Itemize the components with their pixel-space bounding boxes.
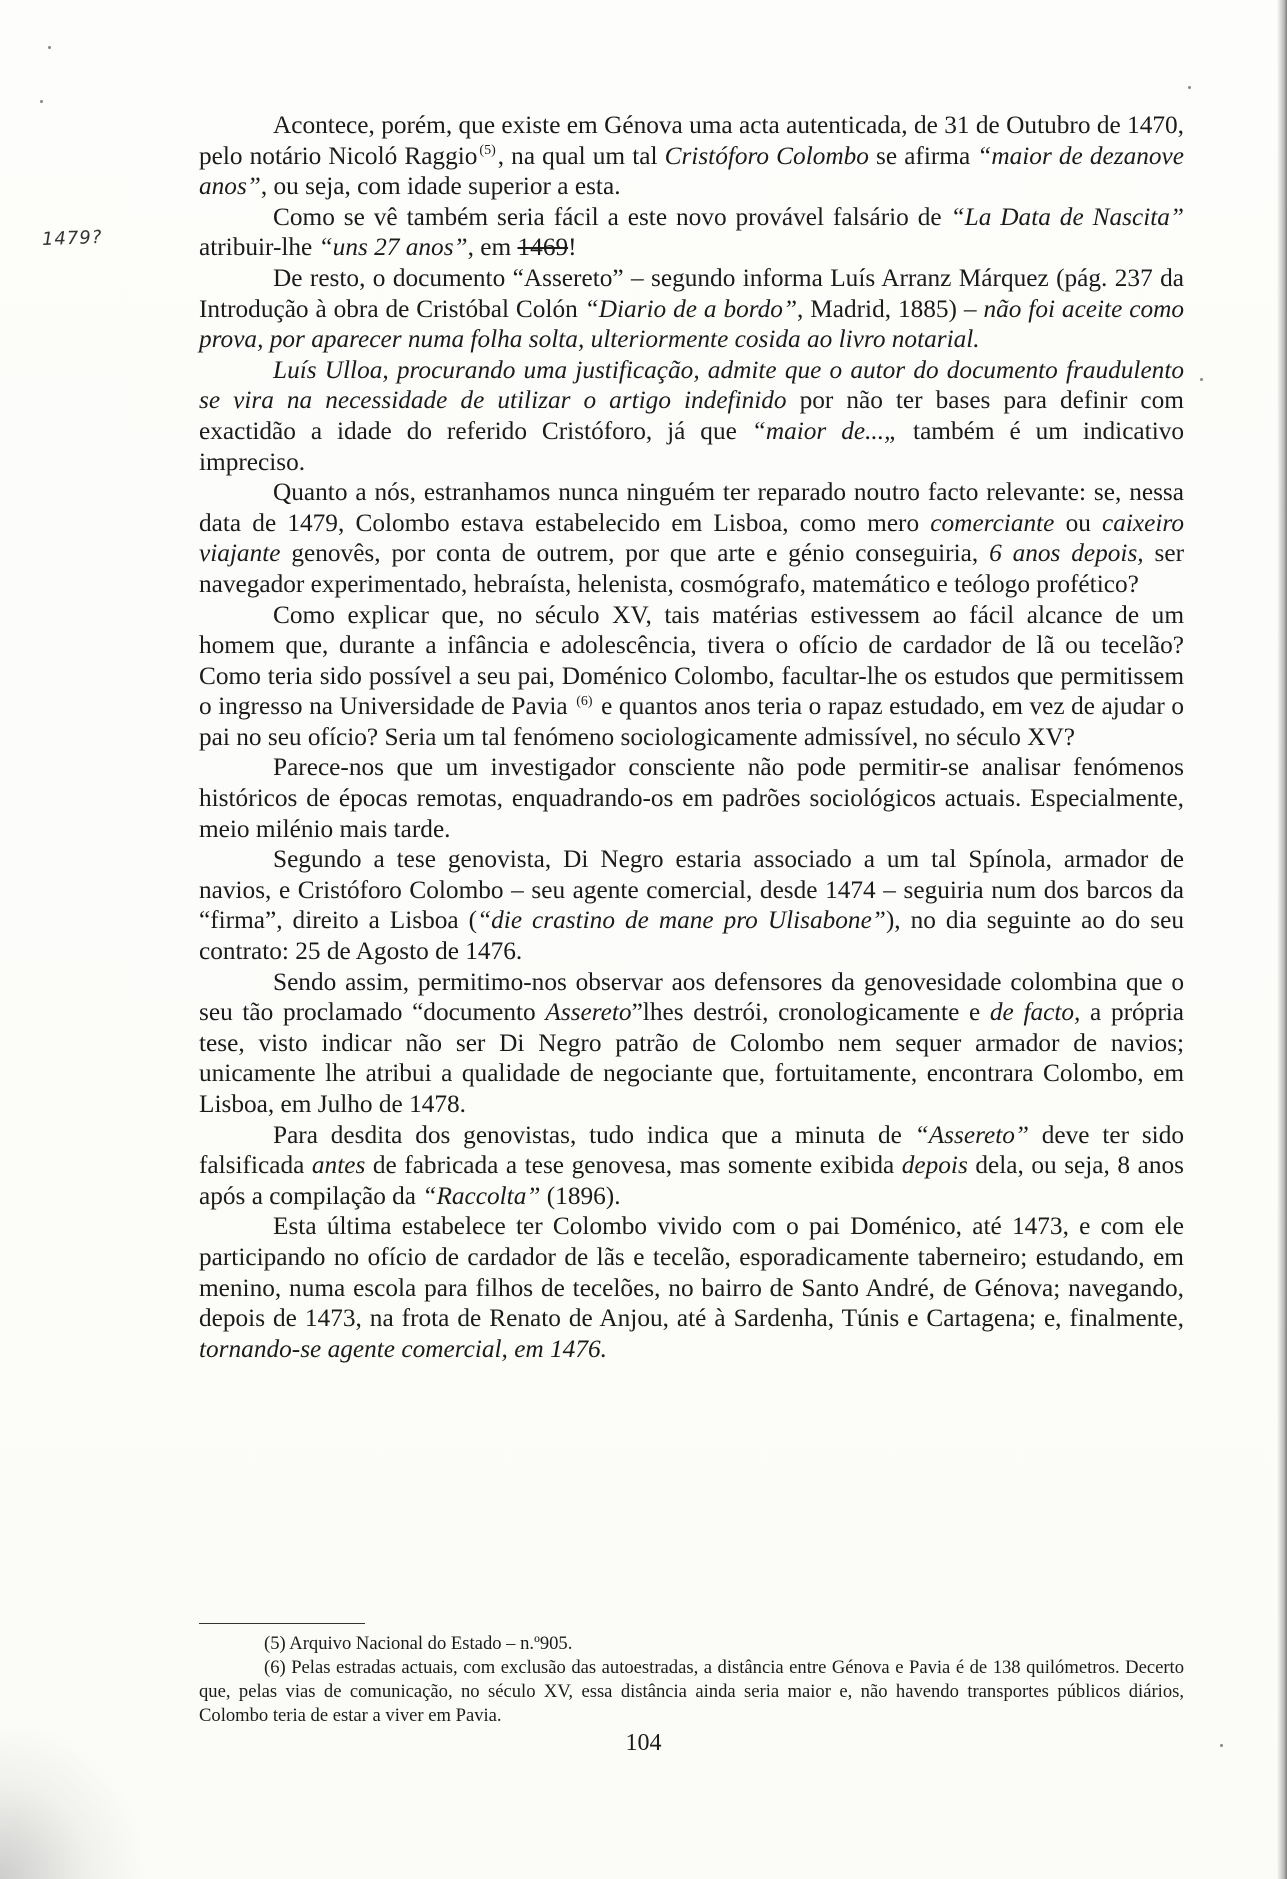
italic-text: “Raccolta” [422,1181,541,1210]
text-run: , em [467,233,518,262]
text-run: (1896). [540,1181,621,1210]
text-run: Para desdita dos genovistas, tudo indica que a minuta de [273,1120,915,1149]
paragraph [199,202,1184,263]
paragraph [199,110,1184,202]
text-run: Parece-nos que um investigador consciente não pode permitir-se analisar fenómenos históricos de épocas remotas, enquadrando-os em padrões sociológicos actuais. Especialmente, meio milénio mais tarde. [199,753,1184,843]
dust-speck [1200,378,1203,381]
italic-text: “maior de...„ [751,416,899,445]
italic-text: não foi aceite como prova, por aparecer numa folha solta, ulteriormente cosida ao livro notarial. [199,294,1185,354]
italic-text: “Diario de a bordo” [584,294,798,323]
italic-text: “La Data de Nascita” [950,202,1184,231]
text-run: Esta última estabelece ter Colombo vivido com o pai Doménico, até 1473, e com ele participando no ofício de cardador de lãs e tecelão, esporadicamente taberneiro; estudando, em menino, numa escola para filhos de tecelões, no bairro de Santo André, de Génova; navegando, depois de 1473, na frota de Renato de Anjou, até à Sardenha, Túnis e Cartagena; e, finalmente, [199,1212,1184,1333]
handwritten-margin-note: 1479? [41,226,103,251]
italic-text: comerciante [930,508,1055,537]
text-run: Sendo assim, permitimo-nos observar aos defensores da genovesidade colombina que o seu tão proclamado “documento [199,967,1184,1027]
text-run: De resto, o documento “Assereto” – segundo informa Luís Arranz Márquez (pág. 237 da Introdução à obra de Cristóbal Colón [199,263,1184,323]
text-run: , na qual um tal [497,141,665,170]
footnote-5: (5) Arquivo Nacional do Estado – n.º905. [264,1633,573,1654]
italic-text: de facto, [989,998,1081,1027]
text-run: ”lhes destrói, cronologicamente e [631,998,990,1027]
dust-speck [1188,86,1191,89]
italic-text: “Assereto” [914,1120,1029,1149]
footnote-6: (6) Pelas estradas actuais, com exclusão das autoestradas, a distância entre Génova e Pavia é de 138 quilómetros. Decerto que, pelas vias de comunicação, no século XV, essa distância ainda seria maior e, não havendo transportes públicos diários, Colombo teria de estar a viver em Pavia. [199,1657,1184,1726]
text-run: Como explicar que, no século XV, tais matérias estivessem ao fácil alcance de um homem que, durante a infância e adolescência, tivera o ofício de cardador de lã ou tecelão? Como teria sido possível a seu pai, Doménico Colombo, facultar-lhe os estudos que permitissem o ingresso na Universidade de Pavia [199,600,1184,721]
body-text [199,110,1184,1364]
text-run: também é um indicativo impreciso. [199,416,1185,476]
footnote-rule [199,1623,365,1624]
text-run: deve ter sido falsificada [199,1120,1185,1180]
paragraph [199,477,1184,599]
dust-speck [40,100,43,103]
text-run: Segundo a tese genovista, Di Negro estaria associado a um tal Spínola, armador de navios, e Cristóforo Colombo – seu agente comercial, desde 1474 – seguiria num dos barcos da “firma”, direito a Lisboa ( [199,845,1184,935]
paragraph [199,967,1184,1120]
paragraph [199,600,1184,753]
italic-text: antes [311,1151,366,1180]
text-run: ! [568,233,577,262]
paragraph [199,844,1184,966]
footnote-reference: (6) [576,693,593,709]
italic-text: 6 anos depois, [989,539,1144,568]
paragraph [199,1120,1184,1212]
italic-text: Luís Ulloa, procurando uma justificação, admite que o autor do documento fraudulento se vira na necessidade de utilizar o artigo indefinido [199,355,1184,415]
italic-text: depois [901,1151,968,1180]
text-run: Quanto a nós, estranhamos nunca ninguém ter reparado noutro facto relevante: se, nessa data de 1479, Colombo estava estabelecido em Lisboa, como mero [199,478,1184,537]
text-run: ou [1054,508,1103,537]
dust-speck [48,46,51,49]
italic-text: “maior de dezanove anos” [199,141,1184,201]
italic-text: Cristóforo Colombo [664,141,869,170]
text-run: a própria tese, visto indicar não ser Di Negro patrão de Colombo nem sequer armador de navios; unicamente lhe atribui a qualidade de negociante que, fortuitamente, encontrara Colombo, em Lisboa, em Julho de 1478. [199,998,1184,1118]
text-run: Como se vê também seria fácil a este novo provável falsário de [273,202,951,231]
italic-text: “uns 27 anos” [318,233,468,262]
text-run: ser navegador experimentado, hebraísta, helenista, cosmógrafo, matemático e teólogo profético? [199,539,1184,598]
italic-text: caixeiro viajante [199,508,1184,568]
paragraph [199,355,1184,477]
paragraph [199,1211,1184,1364]
text-run: ), no dia seguinte ao do seu contrato: 25 de Agosto de 1476. [199,906,1184,966]
text-run: , Madrid, 1885) – [797,294,984,323]
text-run: dela, ou seja, 8 anos após a compilação da [199,1151,1184,1210]
paragraph [199,752,1184,844]
italic-text: “die crastino de mane pro Ulisabone” [477,906,886,935]
text-run: genovês, por conta de outrem, por que arte e génio conseguiria, [280,539,990,568]
text-run: de fabricada a tese genovesa, mas somente exibida [365,1151,902,1180]
italic-text: tornando-se agente comercial, em 1476. [199,1334,607,1363]
page-number: 104 [625,1730,662,1756]
italic-text: Assereto [545,998,632,1027]
text-run: por não ter bases para definir com exactidão a idade do referido Cristóforo, já que [199,386,1184,445]
footnotes [199,1632,1184,1728]
paragraph [199,263,1184,355]
struck-text: 1469 [517,233,569,262]
page-edge-shadow [1277,0,1287,1879]
footnote-reference: (5) [479,143,496,159]
text-run: e quantos anos teria o rapaz estudado, em vez de ajudar o pai no seu ofício? Seria um tal fenómeno sociologicamente admissível, no século XV? [199,692,1185,751]
text-run: Acontece, porém, que existe em Génova uma acta autenticada, de 31 de Outubro de 1470, pelo notário Nicoló Raggio [199,111,1184,170]
text-run: atribuir-lhe [199,233,319,262]
text-run: , ou seja, com idade superior a esta. [260,172,621,201]
text-run: se afirma [868,141,978,170]
